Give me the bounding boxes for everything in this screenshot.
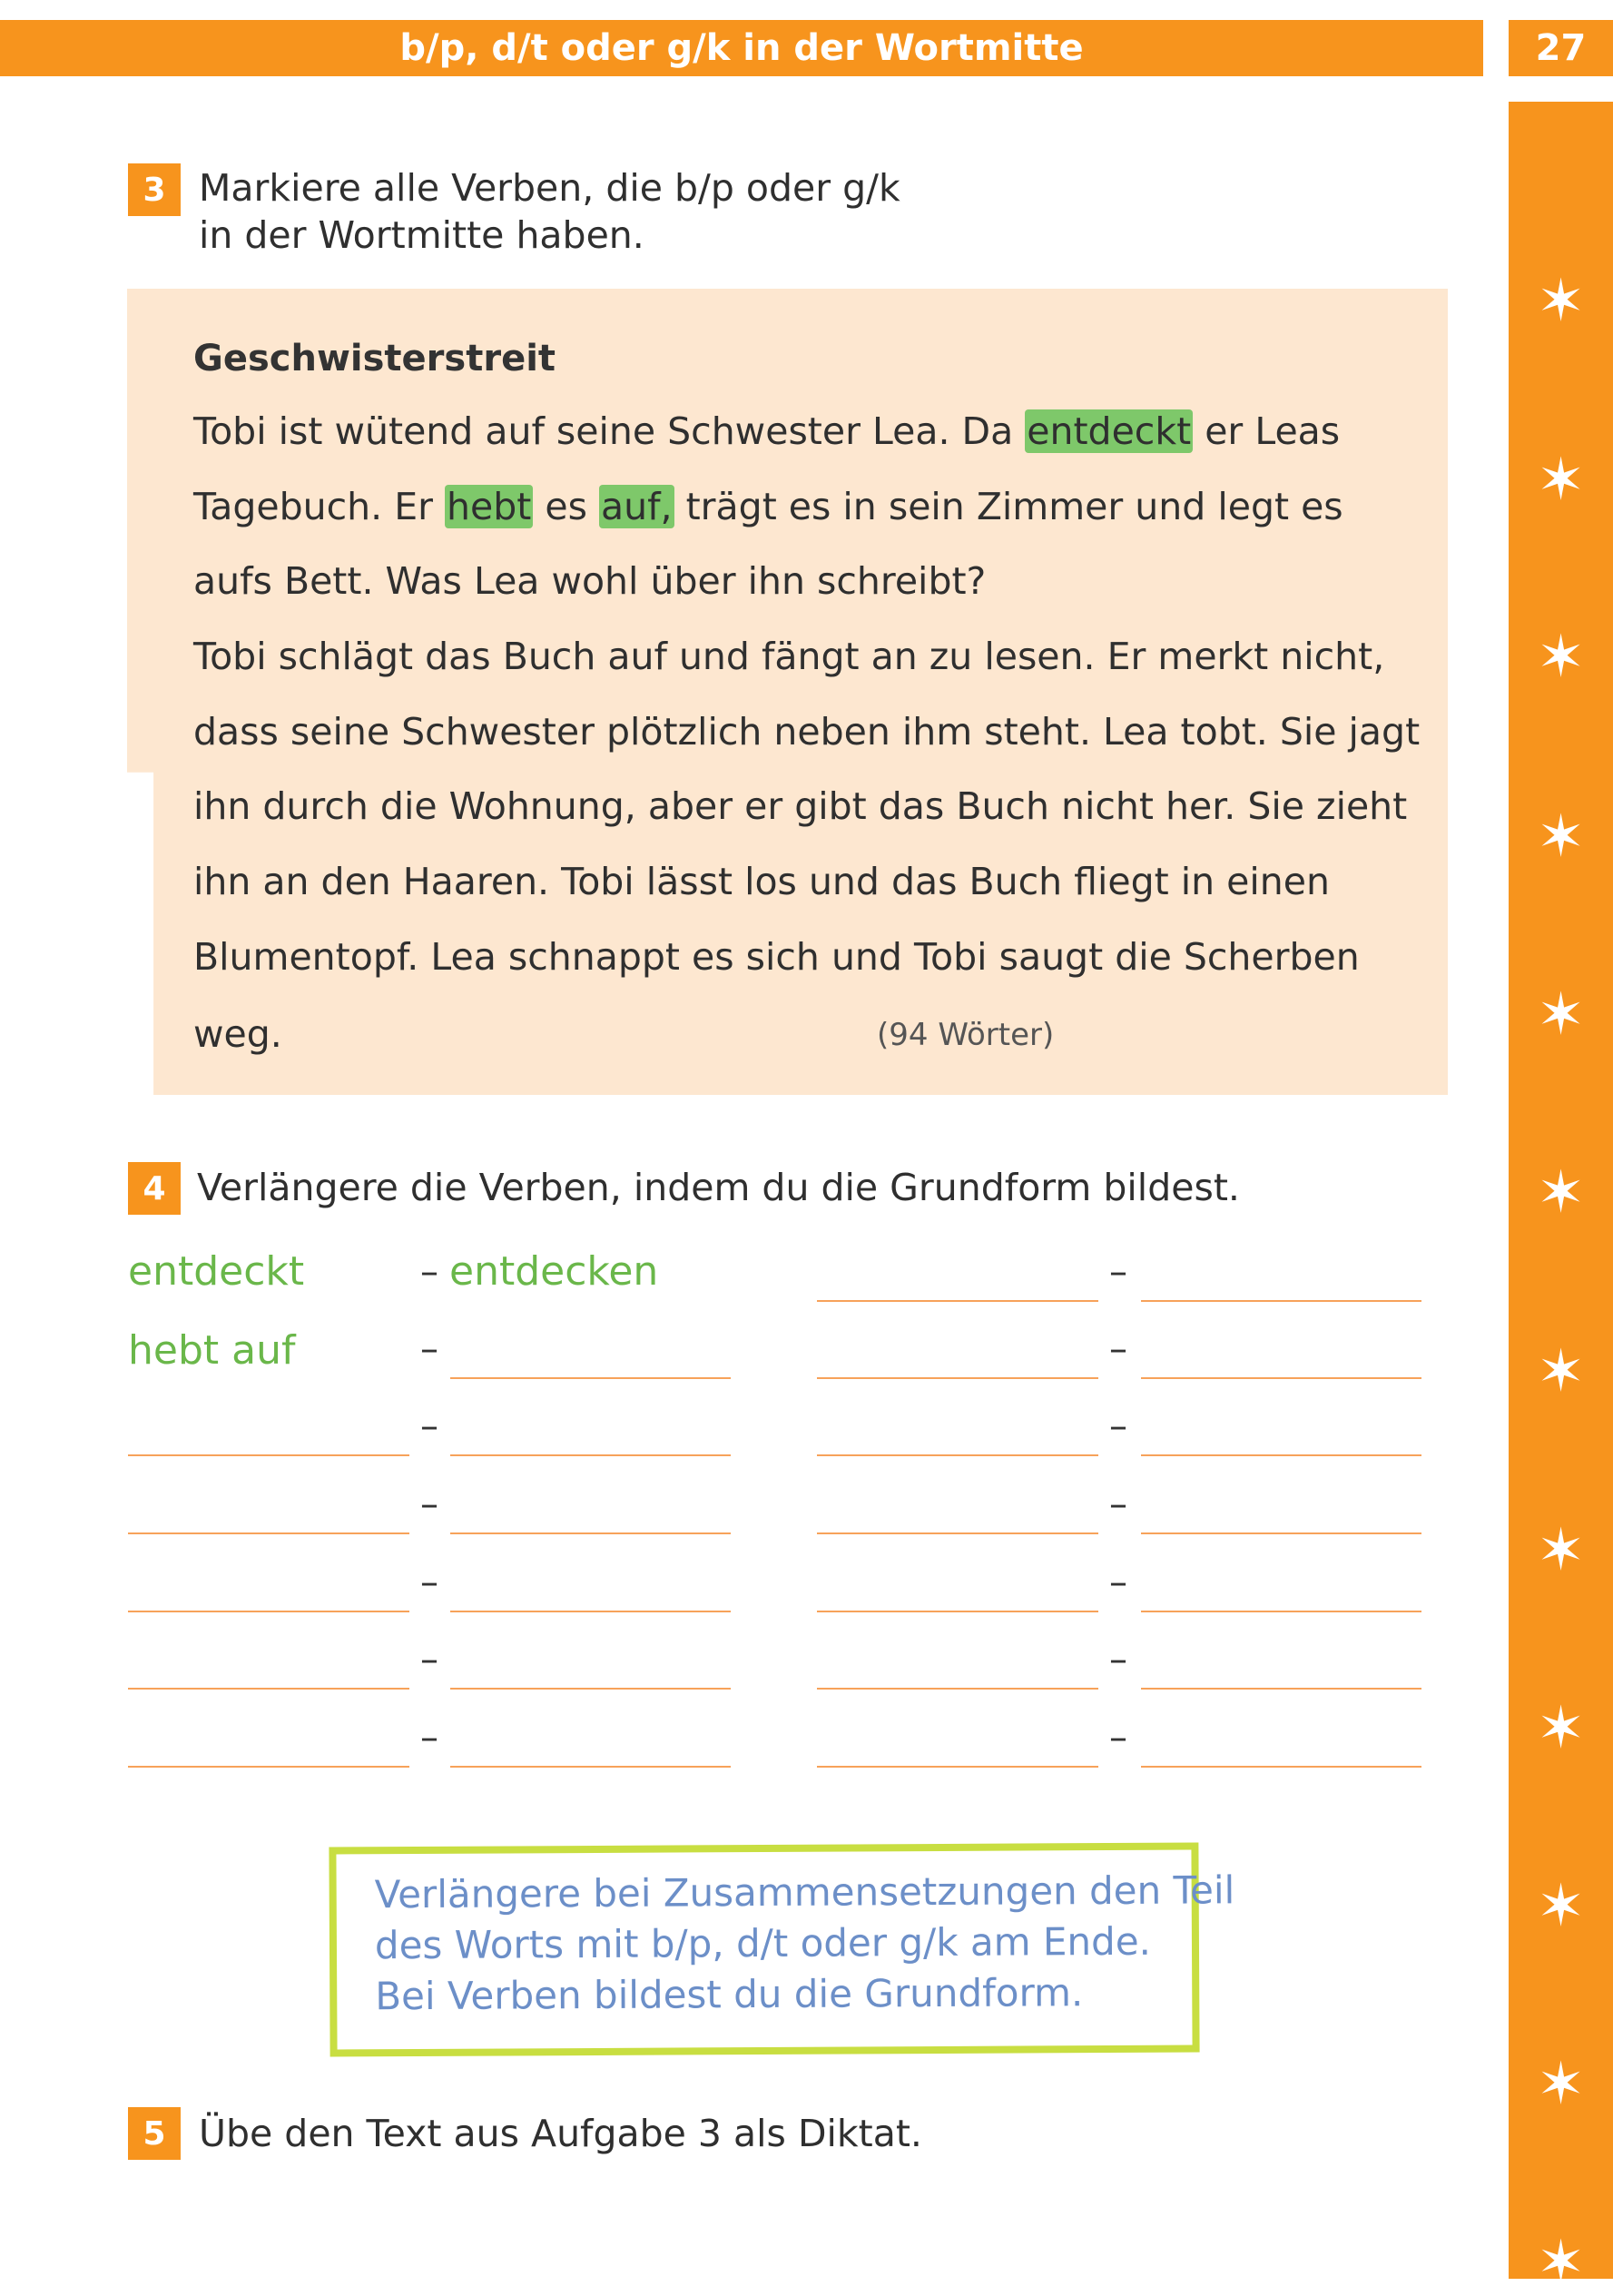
dash: – <box>420 1405 438 1447</box>
answer-line[interactable] <box>1141 1454 1421 1456</box>
star-icon: ✶ <box>1536 803 1586 871</box>
answer-line[interactable] <box>1141 1532 1421 1534</box>
dash: – <box>1109 1251 1127 1293</box>
story-line-9: weg. <box>193 1012 282 1056</box>
page-number: 27 <box>1535 27 1587 69</box>
dash: – <box>1109 1562 1127 1603</box>
dash: – <box>420 1328 438 1370</box>
story-line-2: Tagebuch. Er hebt es auf, trägt es in sein Zimmer und legt es <box>193 485 1343 528</box>
answer-line[interactable] <box>817 1688 1098 1690</box>
star-icon: ✶ <box>1536 1338 1586 1405</box>
dash: – <box>1109 1483 1127 1525</box>
answer-line[interactable] <box>450 1377 731 1379</box>
story-line-1: Tobi ist wütend auf seine Schwester Lea. Da entdeckt er Leas <box>193 409 1341 453</box>
answer-line[interactable] <box>817 1377 1098 1379</box>
header-bar <box>0 20 1483 76</box>
task-3-instruction-line-2: in der Wortmitte haben. <box>199 213 644 257</box>
answer-line[interactable] <box>450 1532 731 1534</box>
star-icon: ✶ <box>1536 624 1586 691</box>
task-3-number: 3 <box>128 163 181 216</box>
answer-line[interactable] <box>817 1532 1098 1534</box>
story-line-4: Tobi schlägt das Buch auf und fängt an zu lesen. Er merkt nicht, <box>193 635 1385 678</box>
dash: – <box>420 1639 438 1680</box>
answer-line[interactable] <box>1141 1300 1421 1302</box>
dash: – <box>1109 1328 1127 1370</box>
star-icon: ✶ <box>1536 981 1586 1049</box>
story-line-3: aufs Bett. Was Lea wohl über ihn schreibt? <box>193 559 987 603</box>
star-icon: ✶ <box>1536 1517 1586 1584</box>
star-icon: ✶ <box>1536 1695 1586 1762</box>
answer-line[interactable] <box>128 1454 409 1456</box>
page-title: b/p, d/t oder g/k in der Wortmitte <box>399 27 1084 69</box>
story-line-8: Blumentopf. Lea schnappt es sich und Tobi saugt die Scherben <box>193 935 1360 979</box>
dash: – <box>420 1717 438 1759</box>
answer-line[interactable] <box>128 1766 409 1768</box>
tip-line-1: Verlängere bei Zusammensetzungen den Teil <box>374 1867 1235 1917</box>
example-verb: entdeckt <box>128 1248 305 1295</box>
answer-line[interactable] <box>450 1766 731 1768</box>
dash: – <box>420 1562 438 1603</box>
star-icon: ✶ <box>1536 1159 1586 1227</box>
task-3-instruction-line-1: Markiere alle Verben, die b/p oder g/k <box>199 166 900 210</box>
star-icon: ✶ <box>1536 447 1586 514</box>
answer-line[interactable] <box>817 1611 1098 1612</box>
dash: – <box>1109 1717 1127 1759</box>
example-infinitive: entdecken <box>449 1248 659 1295</box>
side-strip <box>1509 102 1613 2296</box>
story-title: Geschwisterstreit <box>193 338 556 379</box>
story-line-5: dass seine Schwester plötzlich neben ihm steht. Lea tobt. Sie jagt <box>193 710 1421 754</box>
answer-line[interactable] <box>1141 1688 1421 1690</box>
answer-line[interactable] <box>128 1611 409 1612</box>
task-4-number: 4 <box>128 1162 181 1215</box>
answer-line[interactable] <box>1141 1766 1421 1768</box>
highlighted-verb: entdeckt <box>1027 409 1192 453</box>
dash: – <box>420 1483 438 1525</box>
star-icon: ✶ <box>1536 268 1586 335</box>
task-5-number: 5 <box>128 2107 181 2160</box>
highlighted-verb: auf, <box>601 485 673 528</box>
answer-line[interactable] <box>817 1300 1098 1302</box>
dash: – <box>420 1251 438 1293</box>
answer-line[interactable] <box>128 1532 409 1534</box>
tip-box <box>329 1842 1235 2056</box>
answer-line[interactable] <box>1141 1611 1421 1612</box>
example-verb: hebt auf <box>128 1327 296 1374</box>
story-line-6: ihn durch die Wohnung, aber er gibt das Buch nicht her. Sie zieht <box>193 784 1408 828</box>
answer-line[interactable] <box>450 1688 731 1690</box>
highlighted-verb: hebt <box>447 485 532 528</box>
answer-line[interactable] <box>817 1766 1098 1768</box>
star-icon: ✶ <box>1536 1873 1586 1940</box>
word-count: (94 Wörter) <box>877 1017 1055 1053</box>
dash: – <box>1109 1639 1127 1680</box>
answer-line[interactable] <box>450 1611 731 1612</box>
tip-line-3: Bei Verben bildest du die Grundform. <box>375 1970 1084 2019</box>
task-4-instruction: Verlängere die Verben, indem du die Grundform bildest. <box>197 1166 1240 1209</box>
answer-line[interactable] <box>128 1688 409 1690</box>
task-5-instruction: Übe den Text aus Aufgabe 3 als Diktat. <box>199 2112 922 2155</box>
story-line-7: ihn an den Haaren. Tobi lässt los und das Buch fliegt in einen <box>193 860 1330 903</box>
answer-line[interactable] <box>1141 1377 1421 1379</box>
star-icon: ✶ <box>1536 2051 1586 2118</box>
dash: – <box>1109 1405 1127 1447</box>
page-number-box <box>1509 20 1613 76</box>
answer-line[interactable] <box>450 1454 731 1456</box>
answer-line[interactable] <box>817 1454 1098 1456</box>
tip-line-2: des Worts mit b/p, d/t oder g/k am Ende. <box>374 1918 1152 1968</box>
star-icon: ✶ <box>1536 2229 1586 2296</box>
